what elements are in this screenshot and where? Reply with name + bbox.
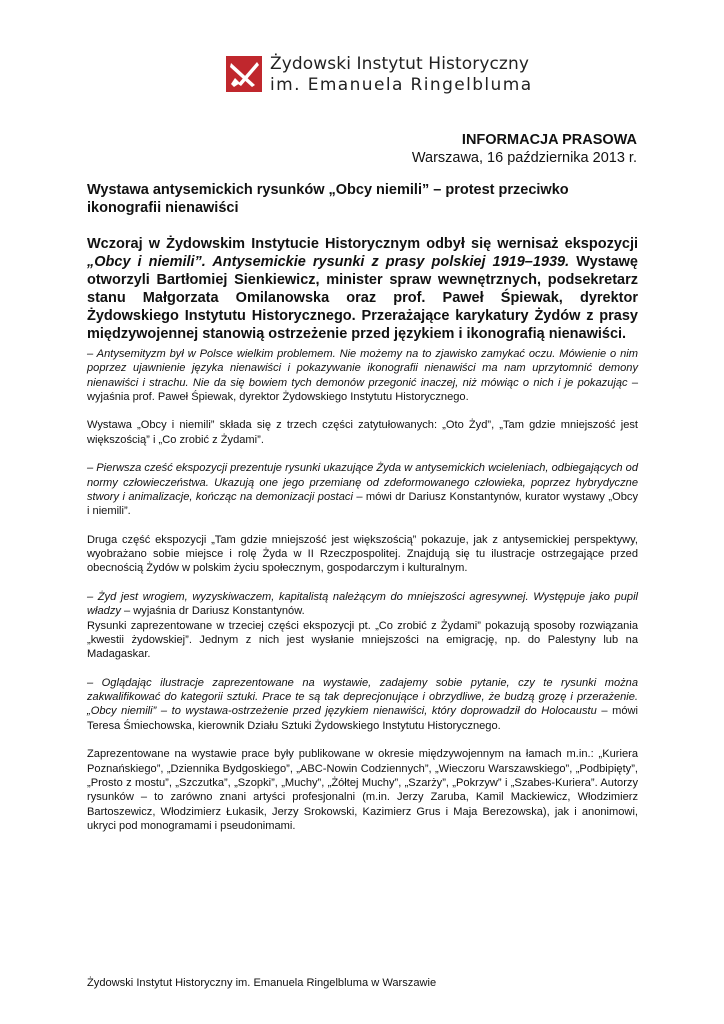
quote-paragraph-spiewak (87, 347, 638, 404)
document-body (87, 347, 638, 847)
attribution-text: – wyjaśnia dr Dariusz Konstantynów. (120, 605, 305, 618)
attribution-text: – mówi Teresa Śmiechowska, kierownik Działu Sztuki Żydowskiego Instytutu Historycznego. (87, 705, 638, 732)
press-release-date: Warszawa, 16 października 2013 r. (411, 150, 637, 166)
logo-name-line1: Żydowski Instytut Historyczny (270, 54, 529, 74)
institute-logo (226, 52, 533, 102)
logo-name-line2: im. Emanuela Ringelbluma (270, 75, 533, 95)
third-part-paragraph: Rysunki zaprezentowane w trzeciej części ekspozycji pt. „Co zrobić z Żydami” pokazują sposoby rozwiązania „kwestii żydowskiej”. Jednym z nich jest wysłanie mniejszości na emigrację, np. do Palestyny lub na Madagaskar. (87, 619, 638, 661)
quote-text: – Antysemityzm był w Polsce wielkim problemem. Nie możemy na to zjawisko zamykać oczu. Mówienie o nim poprzez ujawnienie języka nienawiści i pokazywanie ikonografii nienawiści ma nam uprzytomnić demony nienawiści i strachu. Nie da się bowiem tych demonów przegonić inaczej, niż mówiąc o nich i je pokazując (87, 348, 638, 389)
exhibition-parts-paragraph: Wystawa „Obcy i niemili” składa się z trzech części zatytułowanych: „Oto Żyd”, „Tam gdzie mniejszość jest większością” i „Co zrobić z Żydami”. (87, 419, 638, 446)
lead-text-1: Wczoraj w Żydowskim Instytucie Historycznym odbył się wernisaż ekspozycji (87, 236, 638, 252)
lead-paragraph (87, 235, 638, 343)
quote-paragraph-konstantynow-2 (87, 590, 638, 619)
lead-text-2: Wystawę otworzyli Bartłomiej Sienkiewicz, minister spraw wewnętrznych, podsekretarz stanu Małgorzata Omilanowska oraz prof. Paweł Śpiewak, dyrektor Żydowskiego Instytutu Historycznego. Przerażające karykatury Żydów z prasy międzywojennej stanowią ostrzeżenie przed językiem i ikonografią nienawiści. (87, 254, 638, 342)
attribution-text: – wyjaśnia prof. Paweł Śpiewak, dyrektor Żydowskiego Instytutu Historycznego. (87, 376, 638, 403)
press-header (412, 131, 637, 167)
quote-paragraph-smiechowska (87, 676, 638, 733)
quote-text: – Żyd jest wrogiem, wyzyskiwaczem, kapitalistą należącym do mniejszości agresywnej. Występuje jako pupil władzy (87, 591, 638, 618)
second-part-paragraph: Druga część ekspozycji „Tam gdzie mniejszość jest większością” pokazuje, jak z antysemickiej perspektywy, wyobrażano sobie miejsce i rolę Żyda w II Rzeczpospolitej. Znajdują się tu ilustracje ostrzegające przed obecnością Żydów w polskim życiu społecznym, gospodarczym i kulturalnym. (87, 533, 638, 575)
exhibition-title-italic: „Obcy i niemili”. Antysemickie rysunki z prasy polskiej 1919–1939. (87, 254, 570, 270)
quote-text: – Oglądając ilustracje zaprezentowane na wystawie, zadajemy sobie pytanie, czy te rysunki można zakwalifikować do kategorii sztuki. Prace te są tak deprecjonujące i obrzydliwe, że budzą grozę i przerażenie. „Obcy niemili” – to wystawa-ostrzeżenie przed językiem nienawiści, który doprowadził do Holocaustu (87, 676, 638, 718)
institute-logo-mark-icon (226, 56, 262, 92)
publications-paragraph: Zaprezentowane na wystawie prace były publikowane w okresie międzywojennym na łamach m.in.: „Kuriera Poznańskiego”, „Dziennika Bydgoskiego”, „ABC-Nowin Codziennych”, „Wieczoru Warszawskiego”, „Podbipięty”, „Prosto z mostu”, „Szczutka”, „Szopki”, „Muchy”, „Żółtej Muchy”, „Szarży”, „Pokrzyw” i „Szabes-Kuriera”. Autorzy rysunków – to zarówno znani artyści profesjonalni (m.in. Jerzy Zaruba, Kamil Mackiewicz, Włodzimierz Bartoszewicz, Włodzimierz Łukasik, Jerzy Srokowski, Kazimierz Grus i Maja Berezowska), jak i anonimowi, ukryci pod monogramami i pseudonimami. (87, 748, 638, 832)
attribution-text: – mówi dr Dariusz Konstantynów, kurator wystawy „Obcy i niemili”. (87, 490, 638, 518)
quote-paragraph-konstantynow-1 (87, 461, 638, 518)
document-title: Wystawa antysemickich rysunków „Obcy niemili” – protest przeciwko ikonografii nienawiści (87, 182, 569, 216)
page-footer: Żydowski Instytut Historyczny im. Emanuela Ringelbluma w Warszawie (87, 977, 437, 989)
press-release-heading: INFORMACJA PRASOWA (461, 132, 637, 148)
quote-text: – Pierwsza cześć ekspozycji prezentuje rysunki ukazujące Żyda w antysemickich wcieleniach, odbiegających od normy człowieczeństwa. Ukazują one jego przemianę od zdeformowanego człowieka, poprzez hybrydyczne stwory i animalizacje, kończąc na demonizacji postaci (87, 462, 638, 503)
